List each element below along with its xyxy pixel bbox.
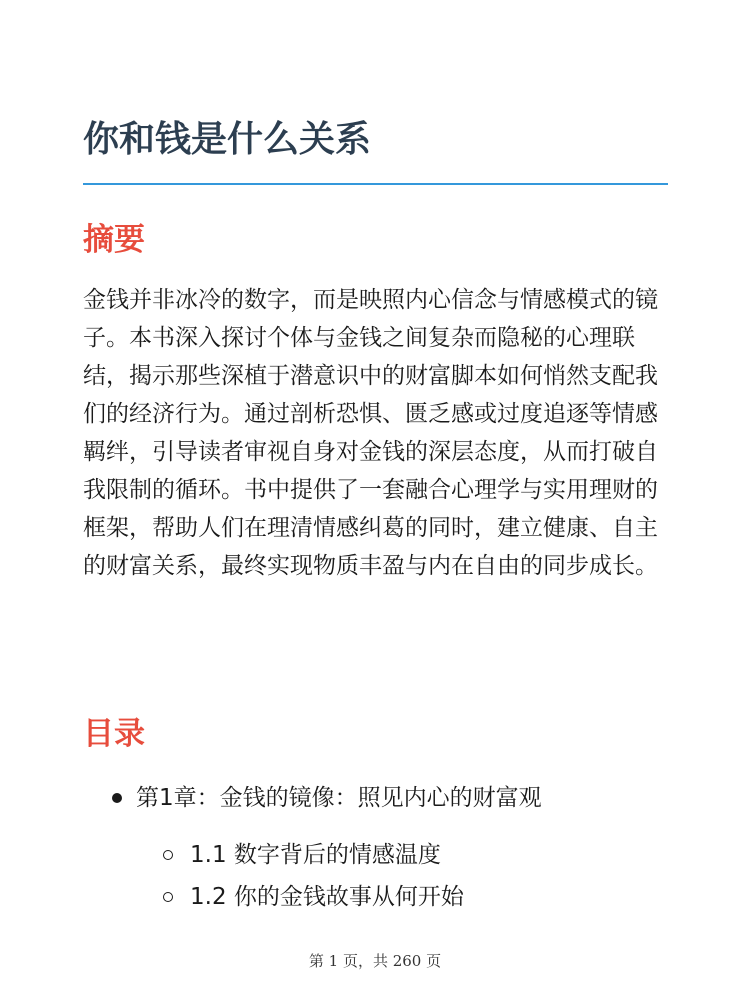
toc-item-chapter-1: [0, 778, 750, 818]
page-title: 你和钱是什么关系: [83, 119, 372, 160]
bullet-disc-icon: [112, 793, 122, 803]
toc-item-label: 1.1 数字背后的情感温度: [190, 842, 441, 868]
bullet-circle-icon: [163, 850, 173, 860]
bullet-circle-icon: [163, 892, 173, 902]
page-footer: 第 1 页，共 260 页: [308, 952, 442, 970]
toc-item-label: 第1章：金钱的镜像：照见内心的财富观: [136, 785, 542, 811]
toc-heading: 目录: [83, 716, 145, 752]
abstract-body: 金钱并非冰冷的数字，而是映照内心信念与情感模式的镜子。本书深入探讨个体与金钱之间复杂而隐秘的心理联结，揭示那些深植于潜意识中的财富脚本如何悄然支配我们的经济行为。通过剖析恐惧、匮乏感或过度追逐等情感羁绊，引导读者审视自身对金钱的深层态度，从而打破自我限制的循环。书中提供了一套融合心理学与实用理财的框架，帮助人们在理清情感纠葛的同时，建立健康、自主的财富关系，最终实现物质丰盈与内在自由的同步成长。: [83, 287, 658, 579]
toc-list: [0, 778, 750, 919]
abstract-heading: 摘要: [83, 222, 145, 258]
title-divider: [83, 183, 668, 185]
toc-item-section-1-2: [0, 877, 750, 917]
toc-item-label: 1.2 你的金钱故事从何开始: [190, 884, 464, 910]
toc-item-section-1-1: [0, 835, 750, 875]
